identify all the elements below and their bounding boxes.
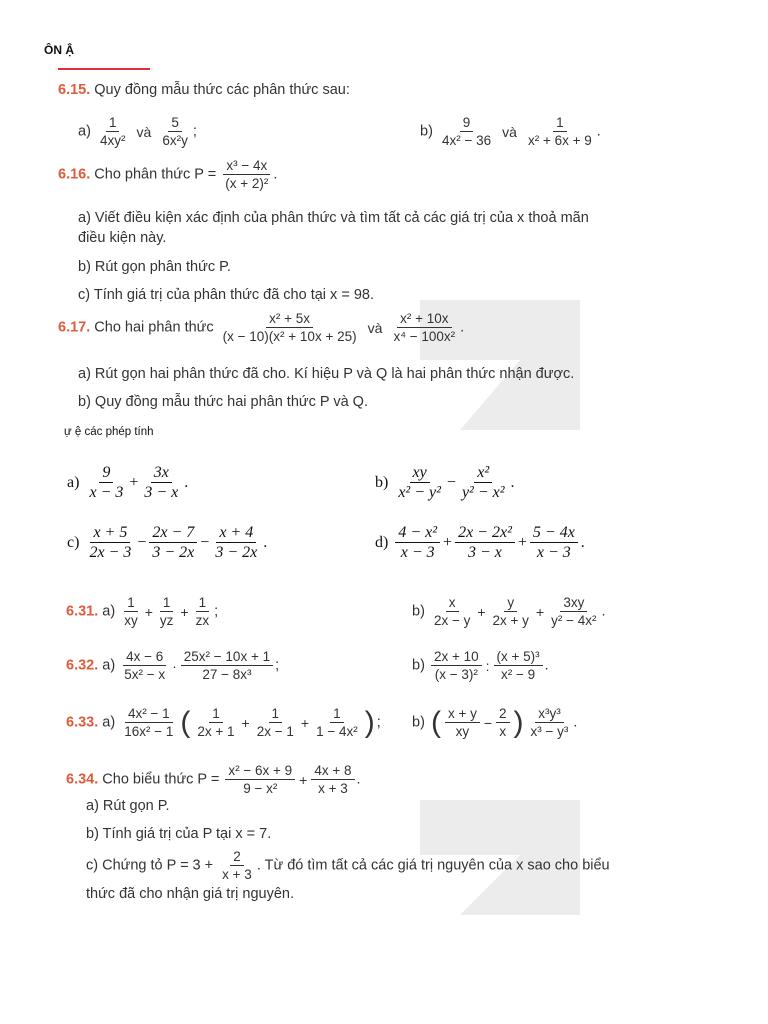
fraction	[490, 594, 532, 629]
problem-6-33-b	[412, 705, 577, 740]
problem-text: Cho biểu thức P =	[102, 771, 220, 788]
numerator: 1	[160, 594, 174, 612]
problem-number: 6.31.	[66, 603, 99, 620]
denominator: x² + 6x + 9	[527, 133, 592, 148]
numerator: xy	[410, 463, 430, 483]
punct: .	[356, 771, 361, 788]
denominator: x + 3	[222, 867, 252, 882]
fraction	[193, 594, 213, 629]
problem-text: Cho phân thức P =	[94, 166, 217, 183]
operator: +	[535, 603, 545, 620]
punct: .	[184, 473, 189, 491]
numerator: x + 4	[216, 523, 256, 543]
denominator: x⁴ − 100x²	[393, 329, 456, 344]
operator: +	[180, 603, 189, 620]
numerator: x + 5	[90, 523, 130, 543]
fraction	[225, 762, 295, 797]
punct: ;	[214, 603, 219, 620]
fraction	[455, 523, 515, 562]
denominator: 3 − x	[468, 544, 502, 561]
item-label: a)	[78, 123, 91, 140]
denominator: (x + 2)²	[225, 176, 269, 191]
denominator: x − 3	[536, 544, 571, 561]
denominator: y² − x²	[461, 484, 505, 501]
operator: +	[477, 603, 486, 620]
fraction	[528, 705, 572, 740]
problem-6-15-heading	[58, 80, 350, 100]
numerator: x³y³	[535, 705, 564, 723]
operator: −	[137, 533, 147, 551]
item-label: b)	[412, 657, 425, 674]
operator: +	[300, 714, 310, 731]
denominator: 3 − 2x	[215, 544, 258, 561]
fraction	[254, 705, 297, 740]
problem-text: Quy đồng mẫu thức các phân thức sau:	[94, 82, 350, 98]
problem-6-34-heading	[66, 762, 361, 797]
fraction	[212, 523, 260, 562]
problem-6-34-b: b) Tính giá trị của P tại x = 7.	[86, 826, 272, 842]
conjunction: và	[367, 319, 383, 336]
problem-6-32-b	[412, 648, 549, 683]
punct: .	[580, 533, 585, 551]
problem-6-15-b	[420, 114, 601, 149]
fraction	[157, 594, 177, 629]
fraction	[181, 648, 273, 683]
item-label: b)	[412, 714, 425, 731]
conjunction: và	[502, 123, 517, 140]
fraction	[97, 114, 129, 149]
fraction	[194, 705, 237, 740]
fraction	[121, 705, 176, 740]
denominator: (x − 3)²	[434, 667, 478, 682]
problem-6-16-a-cont: điều kiện này.	[78, 230, 167, 246]
numerator: x² + 5x	[266, 310, 313, 328]
fraction	[222, 157, 271, 192]
operator: :	[485, 657, 490, 674]
denominator: x + 3	[318, 781, 348, 796]
fraction	[530, 523, 578, 562]
denominator: 2x − y	[433, 613, 471, 628]
punct: ;	[275, 657, 280, 674]
denominator: 2x − 3	[89, 544, 132, 561]
denominator: xy	[455, 724, 470, 739]
denominator: x³ − y³	[530, 724, 569, 739]
numerator: 5 − 4x	[530, 523, 578, 543]
paren-open: (	[430, 705, 441, 739]
problem-text: c) Chứng tỏ P = 3 +	[86, 857, 214, 874]
denominator: xy	[124, 613, 138, 628]
denominator: 2x + y	[492, 613, 529, 628]
problem-number: 6.34.	[66, 771, 99, 788]
problem-6-16-a: a) Viết điều kiện xác định của phân thức và tìm tất cả các giá trị của x thoả mãn	[78, 210, 589, 226]
exercise-c	[66, 523, 268, 562]
fraction	[313, 705, 361, 740]
denominator: y² − 4x²	[551, 613, 597, 628]
fraction	[220, 310, 360, 345]
fraction	[395, 523, 440, 562]
problem-6-33-a	[66, 705, 381, 740]
denominator: x − 3	[89, 484, 124, 501]
denominator: x² − 9	[501, 667, 536, 682]
problem-6-16-b: b) Rút gọn phân thức P.	[78, 259, 231, 275]
fraction	[121, 648, 168, 683]
problem-6-17-b: b) Quy đồng mẫu thức hai phân thức P và Q.	[78, 394, 368, 410]
denominator: 3 − x	[144, 484, 179, 501]
operator: +	[299, 771, 308, 788]
section-title: ự ệ các phép tính	[64, 426, 154, 438]
fraction	[525, 114, 595, 149]
numerator: 1	[196, 594, 210, 612]
denominator: 16x² − 1	[124, 724, 174, 739]
paren-open: (	[180, 705, 191, 739]
denominator: x	[499, 724, 507, 739]
numerator: 1	[124, 594, 138, 612]
numerator: x³ − 4x	[223, 157, 270, 175]
problem-6-16-c: c) Tính giá trị của phân thức đã cho tại x = 98.	[78, 287, 374, 303]
operator: +	[443, 533, 453, 551]
numerator: 9	[99, 463, 113, 483]
fraction	[149, 523, 197, 562]
fraction	[431, 594, 473, 629]
paren-close: )	[513, 705, 524, 739]
fraction	[395, 463, 444, 502]
numerator: y	[504, 594, 517, 612]
operator: +	[144, 603, 153, 620]
conjunction: và	[136, 123, 152, 140]
punct: .	[273, 166, 278, 183]
fraction	[86, 523, 134, 562]
operator: +	[129, 473, 139, 491]
numerator: 2	[496, 705, 510, 723]
denominator: yz	[159, 613, 174, 628]
fraction	[159, 114, 191, 149]
punct: .	[573, 714, 578, 731]
numerator: 4x + 8	[311, 762, 354, 780]
denominator: 4x² − 36	[441, 133, 492, 148]
fraction	[494, 648, 543, 683]
fraction	[86, 463, 126, 502]
item-label: a)	[102, 603, 116, 620]
operator: +	[241, 714, 250, 731]
numerator: 3x	[151, 463, 172, 483]
exercise-d	[374, 523, 586, 562]
numerator: 4x² − 1	[125, 705, 173, 723]
punct: .	[510, 473, 515, 491]
operator: −	[446, 473, 456, 491]
exercise-b	[374, 463, 516, 502]
denominator: (x − 10)(x² + 10x + 25)	[222, 329, 357, 344]
operator: −	[200, 533, 210, 551]
numerator: 1	[330, 705, 344, 723]
punct: .	[596, 123, 601, 140]
problem-6-31-b	[412, 594, 606, 629]
item-label: b)	[375, 473, 389, 491]
item-label: d)	[375, 533, 389, 551]
numerator: 3xy	[560, 594, 587, 612]
problem-6-34-a: a) Rút gọn P.	[86, 798, 170, 814]
fraction	[548, 594, 599, 629]
fraction	[439, 114, 494, 149]
numerator: 5	[168, 114, 182, 132]
denominator: x − 3	[400, 544, 435, 561]
fraction	[431, 648, 482, 683]
fraction	[141, 463, 181, 502]
numerator: 9	[460, 114, 474, 132]
fraction	[121, 594, 141, 629]
numerator: 4x − 6	[123, 648, 166, 666]
item-label: c)	[67, 533, 80, 551]
numerator: x²	[474, 463, 492, 483]
denominator: 5x² − x	[124, 667, 166, 682]
problem-number: 6.16.	[58, 166, 91, 183]
problem-6-31-a	[66, 594, 218, 629]
numerator: x² − 6x + 9	[225, 762, 295, 780]
operator: +	[517, 533, 527, 551]
operator: −	[483, 714, 493, 731]
item-label: b)	[412, 603, 425, 620]
denominator: 6x²y	[162, 133, 188, 148]
denominator: 9 − x²	[243, 781, 278, 796]
punct: .	[460, 319, 465, 336]
numerator: 2x + 10	[431, 648, 482, 666]
fraction	[496, 705, 510, 740]
denominator: zx	[195, 613, 210, 628]
denominator: 3 − 2x	[152, 544, 195, 561]
fraction	[445, 705, 480, 740]
numerator: (x + 5)³	[494, 648, 543, 666]
numerator: 4 − x²	[395, 523, 440, 543]
problem-6-32-a	[66, 648, 279, 683]
problem-number: 6.33.	[66, 714, 99, 731]
paren-close: )	[364, 705, 375, 739]
numerator: x² + 10x	[397, 310, 451, 328]
problem-number: 6.17.	[58, 319, 91, 336]
punct: .	[544, 657, 549, 674]
exercise-a	[66, 463, 189, 502]
denominator: 2x + 1	[197, 724, 235, 739]
item-label: a)	[102, 714, 116, 731]
problem-6-17-a: a) Rút gọn hai phân thức đã cho. Kí hiệu P và Q là hai phân thức nhận được.	[78, 366, 575, 382]
problem-6-34-c-cont: thức đã cho nhận giá trị nguyên.	[86, 886, 295, 902]
numerator: 2x − 2x²	[455, 523, 515, 543]
fraction	[390, 310, 458, 345]
numerator: 2x − 7	[149, 523, 197, 543]
problem-number: 6.15.	[58, 82, 91, 98]
numerator: 1	[209, 705, 223, 723]
problem-6-15-a	[78, 114, 197, 149]
denominator: 27 − 8x³	[202, 667, 252, 682]
page-header-title: ÔN Ậ	[44, 43, 74, 57]
numerator: 1	[106, 114, 120, 132]
item-label: a)	[67, 473, 80, 491]
punct: ;	[192, 123, 197, 140]
fraction	[311, 762, 354, 797]
numerator: 1	[269, 705, 283, 723]
problem-6-34-c	[86, 848, 610, 883]
problem-number: 6.32.	[66, 657, 99, 674]
punct: .	[601, 603, 606, 620]
problem-6-17-heading	[58, 310, 464, 345]
item-label: b)	[420, 123, 433, 140]
punct: .	[263, 533, 268, 551]
denominator: 4xy²	[99, 133, 126, 148]
fraction	[459, 463, 508, 502]
numerator: x	[446, 594, 459, 612]
problem-text: Cho hai phân thức	[94, 319, 214, 336]
numerator: 25x² − 10x + 1	[181, 648, 273, 666]
denominator: x² − y²	[398, 484, 441, 501]
problem-6-16-heading	[58, 157, 277, 192]
numerator: 2	[230, 848, 244, 866]
problem-text: . Từ đó tìm tất cả các giá trị nguyên của x sao cho biểu	[256, 857, 610, 874]
header-underline	[58, 68, 150, 70]
item-label: a)	[102, 657, 116, 674]
fraction	[219, 848, 255, 883]
operator: ·	[172, 657, 177, 674]
numerator: x + y	[445, 705, 480, 723]
denominator: 1 − 4x²	[316, 724, 358, 739]
denominator: 2x − 1	[256, 724, 294, 739]
numerator: 1	[553, 114, 567, 132]
punct: ;	[376, 714, 381, 731]
